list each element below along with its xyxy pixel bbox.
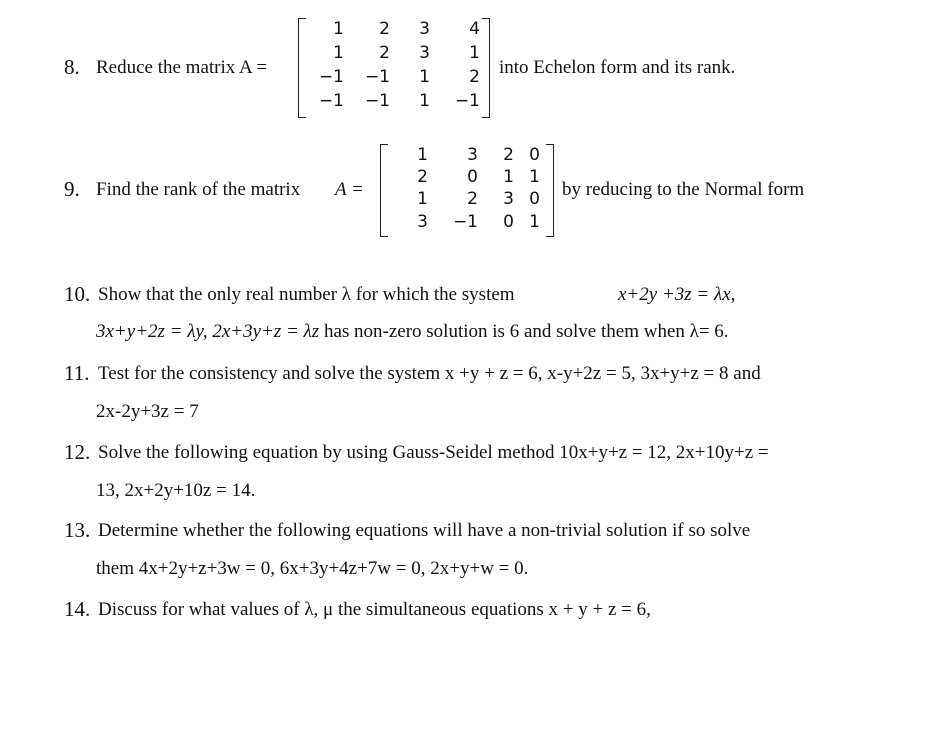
matrix-cell: 0	[529, 189, 540, 209]
question-9-number: 9.	[64, 177, 80, 201]
question-11-line-2: 2x-2y+3z = 7	[96, 401, 199, 422]
matrix-cell: −1	[318, 67, 344, 87]
matrix-cell: 2	[467, 189, 478, 209]
matrix-cell: 0	[503, 212, 514, 232]
matrix-cell: 1	[417, 145, 428, 165]
left-bracket	[298, 18, 306, 118]
question-9-suffix: by reducing to the Normal form	[562, 179, 805, 200]
question-10-number: 10.	[64, 282, 91, 306]
matrix-cell: 1	[417, 189, 428, 209]
matrix-cell: 1	[529, 212, 540, 232]
left-bracket	[380, 144, 388, 237]
matrix-cell: 3	[419, 19, 430, 39]
right-bracket	[546, 144, 554, 237]
question-14-number: 14.	[64, 597, 91, 621]
matrix-cell: −1	[364, 91, 390, 111]
matrix-cell: 2	[379, 43, 390, 63]
matrix-cell: 2	[417, 167, 428, 187]
question-10-line-2	[96, 321, 729, 343]
question-13-number: 13.	[64, 518, 91, 542]
question-8-suffix: into Echelon form and its rank.	[499, 57, 736, 78]
question-12-line-2: 13, 2x+2y+10z = 14.	[96, 480, 256, 501]
matrix-cell: 2	[503, 145, 514, 165]
matrix-cell: 2	[469, 67, 480, 87]
matrix-cell: 1	[419, 67, 430, 87]
matrix-cell: 0	[467, 167, 478, 187]
question-13-line-2: them 4x+2y+z+3w = 0, 6x+3y+4z+7w = 0, 2x+y+w = 0.	[96, 558, 529, 579]
matrix-cell: 3	[419, 43, 430, 63]
matrix-cell: 1	[503, 167, 514, 187]
question-13-line-1: Determine whether the following equations will have a non-trivial solution if so solve	[98, 520, 751, 541]
question-9-prefix: Find the rank of the matrix	[96, 179, 301, 200]
question-10-line-2-rest: has non-zero solution is 6 and solve them when λ= 6.	[319, 321, 729, 342]
matrix-cell: 3	[503, 189, 514, 209]
question-12-number: 12.	[64, 440, 91, 464]
matrix-cell: −1	[364, 67, 390, 87]
matrix-cell: 1	[333, 43, 344, 63]
matrix-cell: 3	[467, 145, 478, 165]
question-10-equation-1: x+2y +3z = λx,	[618, 284, 736, 305]
matrix-cell: −1	[452, 212, 478, 232]
question-11-number: 11.	[64, 361, 90, 385]
matrix-a-q8	[298, 18, 490, 118]
matrix-cell: −1	[318, 91, 344, 111]
question-12-line-1: Solve the following equation by using Gauss-Seidel method 10x+y+z = 12, 2x+10y+z =	[98, 442, 769, 463]
question-10-equations: 3x+y+2z = λy, 2x+3y+z = λz	[96, 321, 320, 342]
question-10-line-1: Show that the only real number λ for which the system	[98, 284, 515, 305]
matrix-a-q9	[380, 144, 554, 237]
right-bracket	[482, 18, 490, 118]
matrix-cell: 1	[333, 19, 344, 39]
matrix-cell: 0	[529, 145, 540, 165]
matrix-cell: 3	[417, 212, 428, 232]
question-11-line-1: Test for the consistency and solve the system x +y + z = 6, x-y+2z = 5, 3x+y+z = 8 and	[98, 363, 761, 384]
question-14-line-1: Discuss for what values of λ, μ the simultaneous equations x + y + z = 6,	[98, 599, 651, 620]
matrix-cell: 1	[529, 167, 540, 187]
matrix-cell: 2	[379, 19, 390, 39]
question-8-prefix: Reduce the matrix A =	[96, 57, 268, 78]
question-8-number: 8.	[64, 55, 80, 79]
matrix-cell: −1	[454, 91, 480, 111]
matrix-cell: 1	[469, 43, 480, 63]
question-9-variable: A =	[335, 179, 364, 200]
matrix-cell: 4	[469, 19, 480, 39]
matrix-cell: 1	[419, 91, 430, 111]
